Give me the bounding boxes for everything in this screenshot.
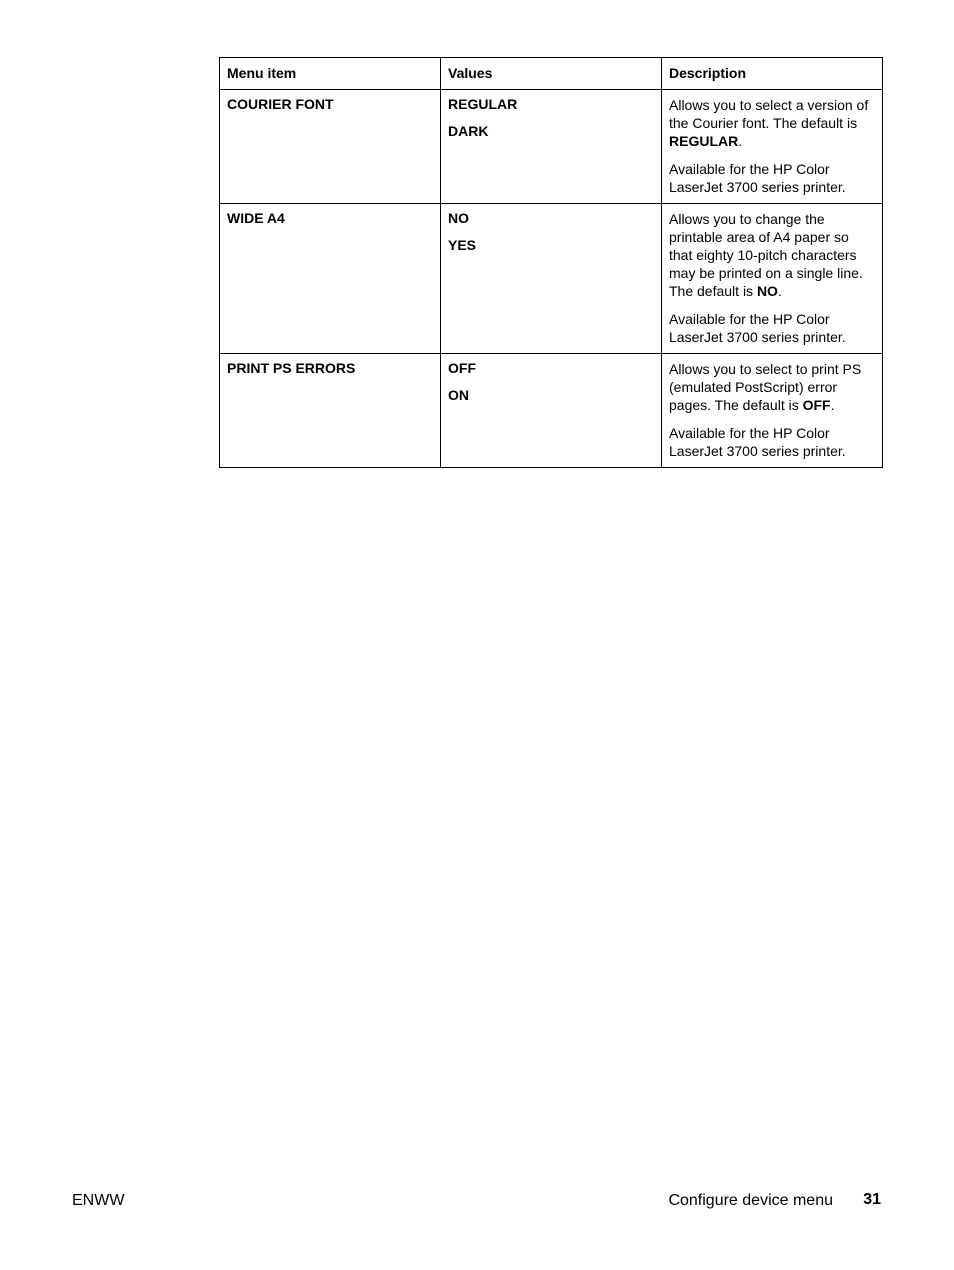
- value-option: REGULAR: [448, 96, 518, 112]
- description-text: Allows you to change the printable area of A4 paper so that eighty 10-pitch characters may be printed on a single line. The default is NO.: [669, 211, 863, 299]
- header-menu-item: Menu item: [220, 58, 441, 90]
- footer-section-title: Configure device menu: [668, 1192, 833, 1209]
- default-value: OFF: [802, 397, 831, 413]
- menu-settings-table: [219, 57, 883, 468]
- value-option: ON: [448, 387, 469, 403]
- description-cell: [662, 204, 883, 354]
- value-option: OFF: [448, 360, 476, 376]
- default-value: REGULAR: [669, 133, 739, 149]
- table-row: [220, 354, 883, 468]
- menu-item-name: PRINT PS ERRORS: [227, 360, 356, 376]
- menu-item-name: COURIER FONT: [227, 96, 334, 112]
- values-cell: [441, 90, 662, 204]
- footer-page-number: 31: [863, 1191, 881, 1208]
- values-cell: [441, 354, 662, 468]
- footer-doc-code: ENWW: [72, 1192, 125, 1209]
- menu-item-cell: [220, 90, 441, 204]
- header-values: Values: [441, 58, 662, 90]
- menu-item-name: WIDE A4: [227, 210, 285, 226]
- availability-note: Available for the HP Color LaserJet 3700 series printer.: [669, 311, 846, 345]
- value-option: NO: [448, 210, 469, 226]
- table-row: [220, 90, 883, 204]
- table-header-row: [220, 58, 883, 90]
- menu-item-cell: [220, 204, 441, 354]
- description-text: Allows you to select to print PS (emulated PostScript) error pages. The default is OFF.: [669, 361, 862, 413]
- value-option: DARK: [448, 123, 489, 139]
- menu-item-cell: [220, 354, 441, 468]
- default-value: NO: [756, 283, 778, 299]
- availability-note: Available for the HP Color LaserJet 3700 series printer.: [669, 425, 846, 459]
- description-cell: [662, 90, 883, 204]
- header-description: Description: [662, 58, 883, 90]
- description-cell: [662, 354, 883, 468]
- table-row: [220, 204, 883, 354]
- availability-note: Available for the HP Color LaserJet 3700 series printer.: [669, 161, 846, 195]
- value-option: YES: [448, 237, 477, 253]
- values-cell: [441, 204, 662, 354]
- description-text: Allows you to select a version of the Courier font. The default is REGULAR.: [669, 97, 869, 149]
